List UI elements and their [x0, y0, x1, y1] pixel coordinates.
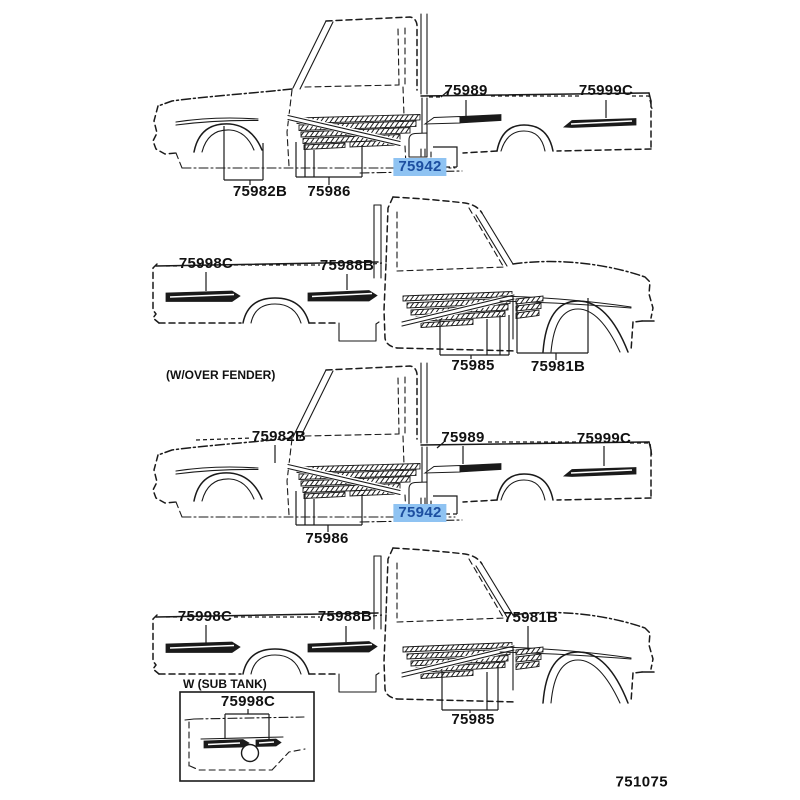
- part-label-75981B-standard[interactable]: 75981B: [530, 358, 586, 375]
- part-label-75999C-standard[interactable]: 75999C: [578, 82, 634, 99]
- part-label-75998C-standard[interactable]: 75998C: [178, 255, 234, 272]
- part-label-75981B-over-fender[interactable]: 75981B: [503, 609, 559, 626]
- sub-tank-caption: W (SUB TANK): [183, 677, 267, 691]
- figure-number: 751075: [615, 773, 668, 791]
- part-label-75942-standard-highlighted[interactable]: 75942: [393, 158, 446, 176]
- part-label-75988B-over-fender[interactable]: 75988B: [317, 608, 373, 625]
- part-label-75982B-over-fender[interactable]: 75982B: [251, 428, 307, 445]
- over-fender-caption: (W/OVER FENDER): [166, 368, 276, 382]
- part-label-75985-standard[interactable]: 75985: [451, 357, 495, 374]
- part-label-75989-over-fender[interactable]: 75989: [441, 429, 485, 446]
- part-label-75988B-standard[interactable]: 75988B: [319, 257, 375, 274]
- part-label-75989-standard[interactable]: 75989: [444, 82, 488, 99]
- part-label-75999C-over-fender[interactable]: 75999C: [576, 430, 632, 447]
- part-label-75986-over-fender[interactable]: 75986: [305, 530, 349, 547]
- part-label-75982B-standard[interactable]: 75982B: [232, 183, 288, 200]
- part-label-75986-standard[interactable]: 75986: [307, 183, 351, 200]
- part-label-75942-over-fender-highlighted[interactable]: 75942: [393, 504, 446, 522]
- part-label-75998C-sub-tank[interactable]: 75998C: [220, 693, 276, 710]
- part-label-75998C-over-fender[interactable]: 75998C: [177, 608, 233, 625]
- part-label-75985-over-fender[interactable]: 75985: [451, 711, 495, 728]
